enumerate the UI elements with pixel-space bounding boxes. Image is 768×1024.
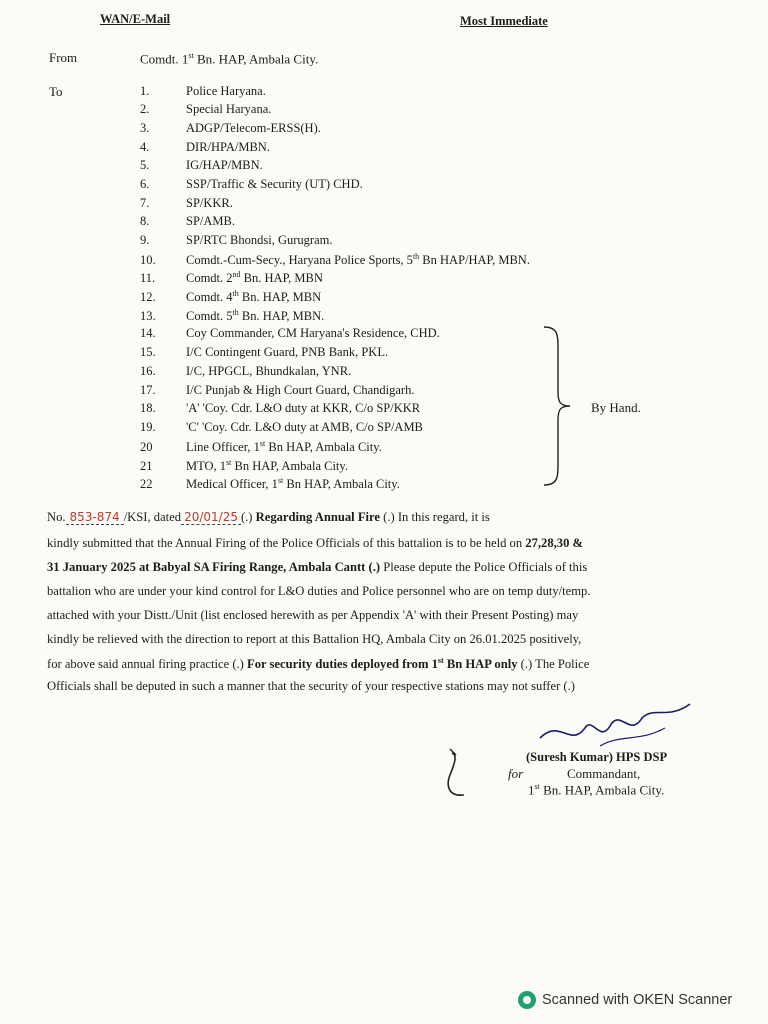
recipient-number: 4. — [140, 140, 150, 154]
recipient-item — [140, 364, 351, 382]
recipient-item — [140, 270, 323, 288]
signature-scribble-icon — [530, 698, 700, 758]
recipient-item — [140, 476, 400, 494]
letter-line-2: kindly submitted that the Annual Firing of the Police Officials of this battalion is to be held on 27,28,30 & — [47, 536, 583, 550]
recipient-number: 6. — [140, 177, 150, 191]
letter-line-3: 31 January 2025 at Babyal SA Firing Range, Ambala Cantt (.) Please depute the Police Officials of this — [47, 560, 588, 574]
recipient-name: SP/RTC Bhondsi, Gurugram. — [186, 233, 333, 247]
letter-line-6: kindly be relieved with the direction to report at this Battalion HQ, Ambala City on 26.01.2025 positively, — [47, 632, 582, 646]
recipient-number: 1. — [140, 84, 150, 98]
recipient-item — [140, 401, 420, 419]
recipient-item — [140, 196, 233, 214]
letter-line-5: attached with your Distt./Unit (list enclosed herewith as per Appendix 'A' with their Present Posting) may — [47, 608, 579, 622]
letter-date: 20/01/25 — [184, 510, 238, 524]
recipient-name: Line Officer, 1st Bn HAP, Ambala City. — [186, 439, 382, 455]
recipient-item — [140, 140, 270, 158]
recipient-number: 3. — [140, 121, 150, 135]
recipient-name: SSP/Traffic & Security (UT) CHD. — [186, 177, 363, 191]
recipient-number: 2. — [140, 102, 150, 116]
recipient-number: 20 — [140, 440, 153, 455]
recipient-number: 13. — [140, 309, 156, 324]
recipient-number: 10. — [140, 253, 156, 268]
letter-line-4: battalion who are under your kind control for L&O duties and Police personnel who are on temp duty/temp. — [47, 584, 591, 598]
recipient-number: 21 — [140, 459, 153, 474]
for-label: for — [508, 766, 524, 781]
recipient-name: SP/KKR. — [186, 196, 233, 210]
recipient-number: 14. — [140, 326, 156, 340]
recipient-item — [140, 177, 363, 195]
recipient-item — [140, 383, 414, 401]
letter-line-7: for above said annual firing practice (.) For security duties deployed from 1st Bn HAP only (.) The Police — [47, 656, 590, 672]
from-label: From — [49, 50, 78, 65]
recipient-name: 'C' 'Coy. Cdr. L&O duty at AMB, C/o SP/AMB — [186, 420, 423, 434]
recipient-number: 9. — [140, 233, 150, 247]
recipient-name: Comdt. 4th Bn. HAP, MBN — [186, 289, 322, 305]
recipient-item — [140, 345, 388, 363]
recipient-name: IG/HAP/MBN. — [186, 158, 263, 172]
recipient-name: Comdt. 5th Bn. HAP, MBN. — [186, 308, 325, 324]
recipient-item — [140, 121, 321, 139]
recipient-name: MTO, 1st Bn HAP, Ambala City. — [186, 458, 348, 474]
brace-icon — [540, 324, 580, 489]
from-value: Comdt. 1st Bn. HAP, Ambala City. — [140, 51, 319, 67]
recipient-number: 12. — [140, 290, 156, 305]
recipient-number: 19. — [140, 420, 156, 434]
by-hand-label: By Hand. — [591, 400, 641, 415]
recipient-name: 'A' 'Coy. Cdr. L&O duty at KKR, C/o SP/KKR — [186, 401, 421, 415]
recipient-item — [140, 326, 440, 344]
recipient-number: 8. — [140, 214, 150, 228]
recipient-item — [140, 420, 423, 438]
recipient-name: Comdt.-Cum-Secy., Haryana Police Sports, 5th Bn HAP/HAP, MBN. — [186, 252, 530, 268]
signatory-title: Commandant, — [567, 766, 641, 781]
recipient-item — [140, 458, 348, 476]
recipient-item — [140, 252, 530, 270]
recipient-name: Medical Officer, 1st Bn HAP, Ambala City. — [186, 476, 400, 492]
recipient-number: 5. — [140, 158, 150, 172]
recipient-item — [140, 308, 324, 326]
recipient-number: 16. — [140, 364, 156, 378]
recipient-name: Special Haryana. — [186, 102, 272, 116]
recipient-item — [140, 158, 263, 176]
recipient-item — [140, 233, 332, 251]
letter-line-8: Officials shall be deputed in such a manner that the security of your respective stations may not suffer (.) — [47, 679, 575, 693]
recipient-name: Police Haryana. — [186, 84, 266, 98]
recipient-number: 17. — [140, 383, 156, 397]
scanner-watermark: Scanned with OKEN Scanner — [518, 991, 732, 1009]
recipient-number: 18. — [140, 401, 156, 415]
signatory-unit: 1st Bn. HAP, Ambala City. — [528, 782, 665, 798]
recipient-item — [140, 84, 266, 102]
recipient-item — [140, 102, 271, 120]
recipient-item — [140, 439, 382, 457]
recipient-number: 11. — [140, 271, 156, 286]
recipient-number: 15. — [140, 345, 156, 359]
recipient-name: Comdt. 2nd Bn. HAP, MBN — [186, 270, 323, 286]
letter-number: 853-874 — [69, 510, 120, 524]
oken-logo-icon — [518, 991, 536, 1009]
recipient-name: I/C Punjab & High Court Guard, Chandigarh. — [186, 383, 415, 397]
recipient-item — [140, 214, 235, 232]
to-label: To — [49, 84, 63, 99]
signatory-name: (Suresh Kumar) HPS DSP — [526, 750, 668, 764]
initials-mark-icon — [440, 745, 480, 805]
recipient-name: DIR/HPA/MBN. — [186, 140, 270, 154]
recipient-number: 7. — [140, 196, 150, 210]
letter-line-1: No. 853-874 /KSI, dated 20/01/25 (.) Regarding Annual Fire (.) In this regard, it is — [47, 510, 490, 524]
recipient-name: I/C Contingent Guard, PNB Bank, PKL. — [186, 345, 389, 359]
recipient-name: ADGP/Telecom-ERSS(H). — [186, 121, 321, 135]
recipient-name: I/C, HPGCL, Bhundkalan, YNR. — [186, 364, 352, 378]
recipient-number: 22 — [140, 477, 153, 492]
transmission-mode: WAN/E-Mail — [100, 12, 171, 26]
recipient-item — [140, 289, 321, 307]
recipient-name: Coy Commander, CM Haryana's Residence, CHD. — [186, 326, 440, 340]
recipient-name: SP/AMB. — [186, 214, 235, 228]
priority-label: Most Immediate — [460, 14, 548, 28]
